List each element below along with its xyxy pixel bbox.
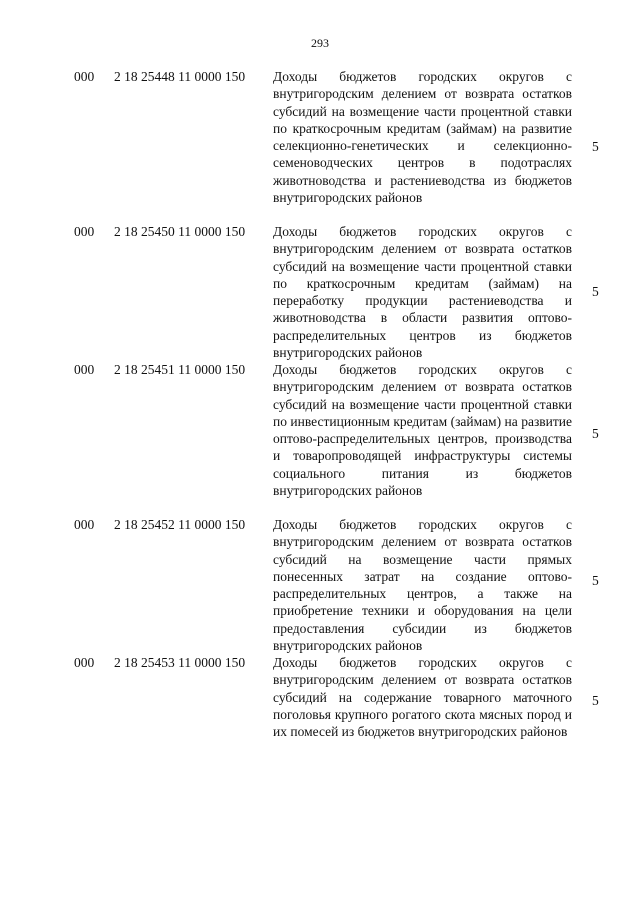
page-number: 293	[311, 36, 329, 50]
table-row	[0, 68, 640, 223]
admin-code: 000	[74, 517, 95, 532]
revenue-code: 2 18 25452 11 0000 150	[114, 517, 246, 532]
revenue-name: Доходы бюджетов городских округов с внутригородским делением от возврата остатков субсидий на содержание товарного маточного поголовья крупного рогатого скота мясных пород и их помесей из бюджетов внутригородских районов	[273, 655, 572, 740]
revenue-name: Доходы бюджетов городских округов с внутригородским делением от возврата остатков субсидий на возмещение части прямых понесенных затрат на создание оптово-распределительных центров, а также на приобретение техники и оборудования на цели предоставления субсидии из бюджетов внутригородских районов	[273, 517, 572, 654]
distribution-norm: 5	[592, 284, 599, 299]
revenue-name: Доходы бюджетов городских округов с внутригородским делением от возврата остатков субсидий на возмещение части процентной ставки по краткосрочным кредитам (займам) на развитие селекционно-генетических и селекционно-семеноводческих центров в подотраслях животноводства и растениеводства из бюджетов внутригородских районов	[273, 69, 572, 206]
revenue-name: Доходы бюджетов городских округов с внутригородским делением от возврата остатков субсидий на возмещение части процентной ставки по инвестиционным кредитам (займам) на развитие оптово-распределительных центров, производства и товаропроводящей инфраструктуры системы социального питания из бюджетов внутригородских районов	[273, 362, 572, 499]
distribution-norm: 5	[592, 573, 599, 588]
admin-code: 000	[74, 224, 95, 239]
revenue-code: 2 18 25448 11 0000 150	[114, 69, 246, 84]
table-row	[0, 361, 640, 516]
distribution-norm: 5	[592, 693, 599, 708]
table-row	[0, 223, 640, 361]
revenue-classification-table	[0, 68, 640, 764]
admin-code: 000	[74, 655, 95, 670]
table-row	[0, 516, 640, 654]
revenue-code: 2 18 25453 11 0000 150	[114, 655, 246, 670]
revenue-name: Доходы бюджетов городских округов с внутригородским делением от возврата остатков субсидий на возмещение части процентной ставки по краткосрочным кредитам (займам) на переработку продукции растениеводства и животноводства в области развития оптово-распределительных центров из бюджетов внутригородских районов	[273, 224, 572, 361]
admin-code: 000	[74, 362, 95, 377]
admin-code: 000	[74, 69, 95, 84]
revenue-code: 2 18 25450 11 0000 150	[114, 224, 246, 239]
distribution-norm: 5	[592, 139, 599, 154]
revenue-code: 2 18 25451 11 0000 150	[114, 362, 246, 377]
distribution-norm: 5	[592, 426, 599, 441]
table-row	[0, 654, 640, 764]
